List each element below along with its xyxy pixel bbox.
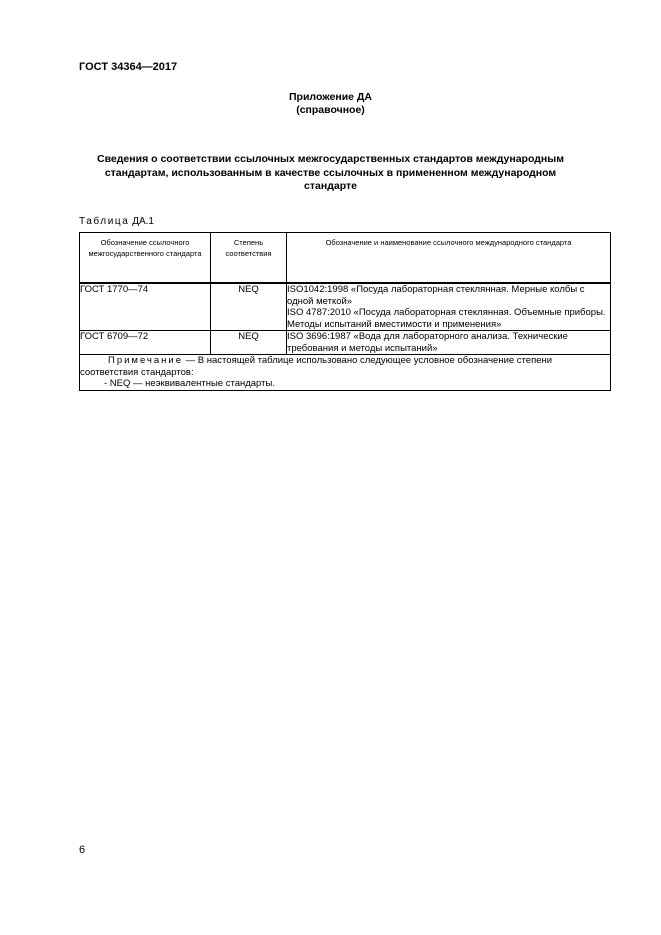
table-caption-number: ДА.1 [132, 216, 154, 227]
note-text [80, 355, 610, 378]
table-row [80, 331, 611, 355]
cell-international [287, 331, 611, 355]
cell-degree: NEQ [211, 283, 287, 331]
table-note [80, 355, 611, 391]
correspondence-table [79, 232, 611, 391]
annex-block [0, 91, 661, 117]
annex-title: Приложение ДА [289, 91, 372, 103]
international-standard: ISO1042:1998 «Посуда лабораторная стеклянная. Мерные колбы с одной меткой» [287, 284, 585, 307]
header-standard: Обозначение ссылочного межгосударственного стандарта [80, 233, 211, 284]
international-standard: ISO 3696:1987 «Вода для лабораторного анализа. Технические требования и методы испытаний» [287, 331, 568, 354]
header-international: Обозначение и наименование ссылочного международного стандарта [287, 233, 611, 284]
table-note-row [80, 355, 611, 391]
table-caption [79, 216, 154, 227]
document-code: ГОСТ 34364—2017 [79, 61, 178, 73]
cell-international [287, 283, 611, 331]
table-row [80, 283, 611, 331]
page-number: 6 [79, 844, 86, 856]
cell-degree: NEQ [211, 331, 287, 355]
cell-standard: ГОСТ 1770—74 [80, 283, 211, 331]
cell-standard: ГОСТ 6709—72 [80, 331, 211, 355]
international-standard: ISO 4787:2010 «Посуда лабораторная стеклянная. Объемные приборы. Методы испытаний вместимости и применения» [287, 307, 606, 330]
note-body: — В настоящей таблице использовано следующее условное обозначение степени соответствия стандартов: [80, 355, 553, 378]
section-heading: Сведения о соответствии ссылочных межгосударственных стандартов международным стандартам, использованным в качестве ссылочных в примененном международном стандарте [97, 153, 564, 192]
table-caption-word: Таблица [79, 216, 130, 227]
table-header-row [80, 233, 611, 284]
annex-subtitle: (справочное) [296, 104, 365, 116]
note-list-item: - NEQ — неэквивалентные стандарты. [104, 378, 275, 389]
header-degree: Степень соответствия [211, 233, 287, 284]
note-label: Примечание [108, 355, 183, 366]
